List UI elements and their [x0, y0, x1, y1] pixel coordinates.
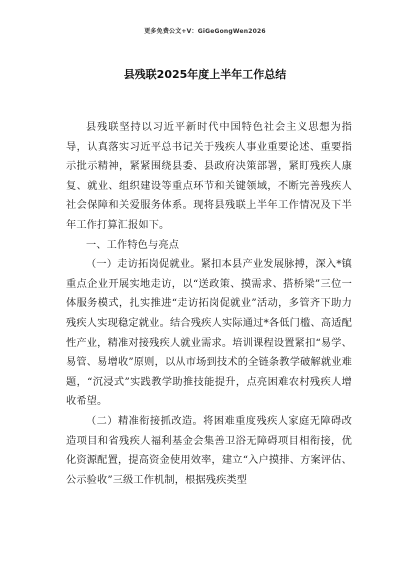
section-heading: 一、工作特色与亮点	[86, 239, 180, 251]
document-title: 县残联2025年度上半年工作总结	[123, 68, 287, 81]
header-watermark: 更多免费公文+V：GiGeGongWen2026	[144, 28, 266, 35]
item-paragraph-1: （一）走访拓岗促就业。紧扣本县产业发展脉搏，深入*镇重点企业开展实地走访，以“送政策、摸需求、搭桥梁”三位一体服务模式，扎实推进“走访拓岗促就业”活动，多管齐下助力残疾人实现稳定就业。结合残疾人实际通过*各低门槛、高适配性产业，精准对接残疾人就业需求。培训课程设置紧扣“易学、易管、易增收”原则，以从市场到技术的全链条教学破解就业难题，“沉浸式”实践教学助推技能提升，点亮困难农村残疾人增收希望。	[66, 259, 352, 408]
document-body	[66, 118, 352, 490]
intro-paragraph: 县残联坚持以习近平新时代中国特色社会主义思想为指导，认真落实习近平总书记关于残疾人事业重要论述、重要指示批示精神，紧紧围绕县委、县政府决策部署，紧盯残疾人康复、就业、组织建设等重点环节和关键领域，不断完善残疾人社会保障和关爱服务体系。现将县残联上半年工作情况及下半年工作打算汇报如下。	[66, 122, 352, 231]
item-paragraph-2: （二）精准衔接抓改造。将困难重度残疾人家庭无障碍改造项目和省残疾人福利基金会集善卫浴无障碍项目相衔接，优化资源配置，提高资金使用效率，建立“入户摸排、方案评估、公示验收”三级工作机制，根据残疾类型	[66, 415, 352, 486]
